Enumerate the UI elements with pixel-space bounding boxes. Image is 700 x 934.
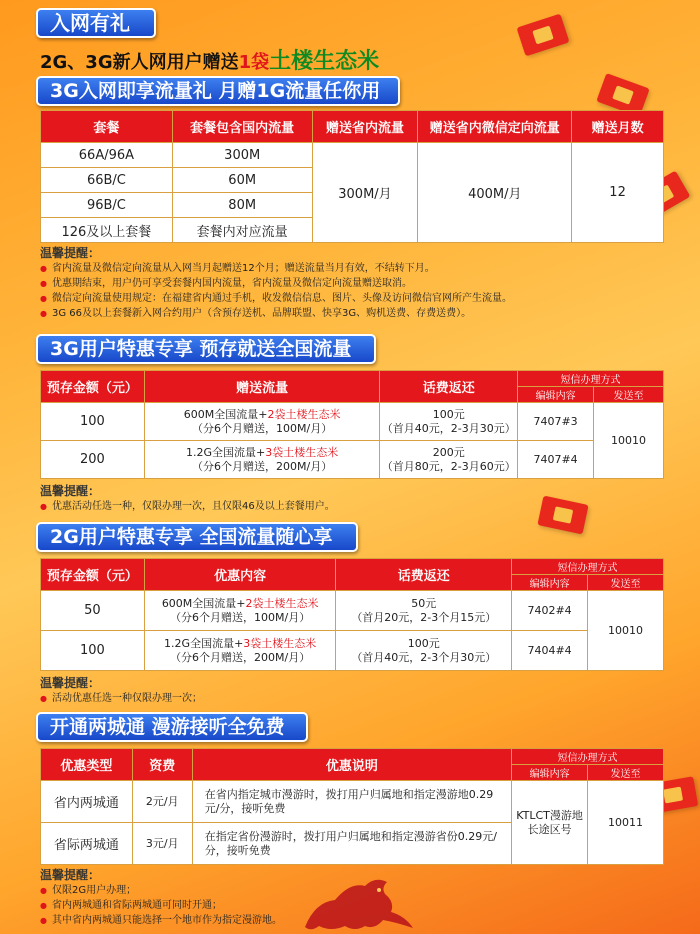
note-item: ● 仅限2G用户办理；: [40, 883, 440, 898]
refund-total: 200元: [432, 445, 465, 459]
cell-refund: [336, 631, 512, 671]
cell-send-to: 10010: [588, 591, 664, 671]
refund-schedule: （首月40元，2-3个月30元）: [351, 650, 497, 664]
note-item: ● 优惠期结束，用户仍可享受套餐内国内流量，省内流量及微信定向流量赠送取消。: [40, 276, 680, 291]
cell-plan: 66A/96A: [41, 143, 173, 168]
gift-schedule: （分6个月赠送，100M/月）: [192, 421, 333, 435]
promo-line: [40, 44, 379, 75]
cell-gift: [144, 403, 380, 441]
refund-total: 100元: [407, 636, 440, 650]
notes-3g-prepay: [40, 484, 680, 514]
col-desc: 优惠说明: [192, 749, 511, 781]
table-two-city: [40, 748, 664, 865]
col-included-flow: 套餐包含国内流量: [172, 111, 312, 143]
table-3g-prepay: [40, 370, 664, 479]
note-item: ● 活动优惠任选一种仅限办理一次；: [40, 691, 680, 706]
notes-title: 温馨提醒：: [40, 676, 101, 690]
promo-count: 1袋: [238, 52, 270, 73]
cell-flow: 60M: [172, 168, 312, 193]
notes-2g-prepay: [40, 676, 680, 706]
table-3g-plan: [40, 110, 664, 243]
section-header-3g-prepay: 3G用户特惠专享 预存就送全国流量: [36, 334, 376, 364]
col-fee: 资费: [132, 749, 192, 781]
col-sms-send-to: 发送至: [588, 765, 664, 781]
offer-rice: 3袋土楼生态米: [243, 636, 317, 650]
gift-schedule: （分6个月赠送，200M/月）: [192, 459, 333, 473]
table-row: [41, 631, 664, 671]
cell-sms-code: 7407#4: [518, 441, 594, 479]
note-item: ● 优惠活动任选一种，仅限办理一次，且仅限46及以上套餐用户。: [40, 499, 680, 514]
notes-3g-plan: [40, 246, 680, 321]
col-amount: 预存金额（元）: [41, 371, 145, 403]
cell-plan: 66B/C: [41, 168, 173, 193]
cell-amount: 100: [41, 631, 145, 671]
cell-sms-code: 7407#3: [518, 403, 594, 441]
note-item: ● 其中省内两城通只能选择一个地市作为指定漫游地。: [40, 913, 440, 928]
col-plan: 套餐: [41, 111, 173, 143]
refund-total: 100元: [432, 407, 465, 421]
notes-title: 温馨提醒：: [40, 484, 101, 498]
cell-fee: 3元/月: [132, 823, 192, 865]
cell-sms-code: 7402#4: [512, 591, 588, 631]
gift-flow: 1.2G全国流量+: [186, 445, 266, 459]
note-item: ● 省内两城通和省际两城通可同时开通；: [40, 898, 440, 913]
gift-rice: 3袋土楼生态米: [265, 445, 339, 459]
refund-total: 50元: [411, 596, 437, 610]
col-sms-send-to: 发送至: [594, 387, 664, 403]
section-header-3g-flow: 3G入网即享流量礼 月赠1G流量任你用: [36, 76, 400, 106]
col-sms-content: 编辑内容: [512, 765, 588, 781]
table-2g-prepay: [40, 558, 664, 671]
refund-schedule: （首月20元，2-3个月15元）: [351, 610, 497, 624]
section-header-two-city: 开通两城通 漫游接听全免费: [36, 712, 308, 742]
col-sms-send-to: 发送至: [588, 575, 664, 591]
cell-province-flow: 300M/月: [312, 143, 418, 243]
col-type: 优惠类型: [41, 749, 133, 781]
col-sms: 短信办理方式: [518, 371, 664, 387]
cell-send-to: 10010: [594, 403, 664, 479]
note-item: ● 微信定向流量使用规定：在福建省内通过手机，收发微信信息、图片、头像及访问微信官网所产生流量。: [40, 291, 680, 306]
table-header-row: [41, 749, 664, 765]
decor-envelope: [516, 14, 569, 57]
horse-papercut-icon: [295, 872, 425, 934]
col-sms-content: 编辑内容: [518, 387, 594, 403]
promo-product: 土楼生态米: [269, 49, 380, 74]
cell-offer: [144, 631, 336, 671]
cell-refund: [380, 403, 518, 441]
col-sms-content: 编辑内容: [512, 575, 588, 591]
table-row: [41, 143, 664, 168]
cell-refund: [336, 591, 512, 631]
cell-months: 12: [572, 143, 664, 243]
col-amount: 预存金额（元）: [41, 559, 145, 591]
col-sms: 短信办理方式: [512, 749, 664, 765]
cell-type: 省内两城通: [41, 781, 133, 823]
offer-schedule: （分6个月赠送，100M/月）: [170, 610, 311, 624]
col-refund: 话费返还: [380, 371, 518, 403]
table-header-row: [41, 111, 664, 143]
table-row: [41, 591, 664, 631]
refund-schedule: （首月40元，2-3月30元）: [381, 421, 516, 435]
cell-flow: 300M: [172, 143, 312, 168]
cell-send-to: 10011: [588, 781, 664, 865]
cell-amount: 200: [41, 441, 145, 479]
col-sms: 短信办理方式: [512, 559, 664, 575]
notes-title: 温馨提醒：: [40, 868, 101, 882]
cell-desc: 在省内指定城市漫游时，拨打用户归属地和指定漫游地0.29元/分，接听免费: [192, 781, 511, 823]
section-header-welcome: 入网有礼: [36, 8, 156, 38]
col-months: 赠送月数: [572, 111, 664, 143]
offer-flow: 600M全国流量+: [161, 596, 246, 610]
col-wechat-flow: 赠送省内微信定向流量: [418, 111, 572, 143]
cell-sms-code: 7404#4: [512, 631, 588, 671]
note-item: ● 3G 66及以上套餐新入网合约用户（含预存送机、品牌联盟、快享3G、购机送费、存费送费）。: [40, 306, 680, 321]
table-header-row: [41, 371, 664, 387]
cell-type: 省际两城通: [41, 823, 133, 865]
col-province-flow: 赠送省内流量: [312, 111, 418, 143]
section-header-2g-prepay: 2G用户特惠专享 全国流量随心享: [36, 522, 358, 552]
gift-rice: 2袋土楼生态米: [267, 407, 341, 421]
col-offer: 优惠内容: [144, 559, 336, 591]
cell-flow: 套餐内对应流量: [172, 218, 312, 243]
cell-refund: [380, 441, 518, 479]
cell-offer: [144, 591, 336, 631]
cell-fee: 2元/月: [132, 781, 192, 823]
col-gift-flow: 赠送流量: [144, 371, 380, 403]
offer-schedule: （分6个月赠送，200M/月）: [170, 650, 311, 664]
cell-amount: 100: [41, 403, 145, 441]
cell-wechat-flow: 400M/月: [418, 143, 572, 243]
table-row: [41, 781, 664, 823]
cell-amount: 50: [41, 591, 145, 631]
table-row: [41, 403, 664, 441]
promo-prefix: 2G、3G新人网用户赠送: [40, 52, 239, 73]
gift-flow: 600M全国流量+: [183, 407, 268, 421]
table-header-row: [41, 559, 664, 575]
cell-plan: 126及以上套餐: [41, 218, 173, 243]
refund-schedule: （首月80元，2-3月60元）: [381, 459, 516, 473]
cell-sms-code: KTLCT漫游地长途区号: [512, 781, 588, 865]
table-row: [41, 441, 664, 479]
offer-flow: 1.2G全国流量+: [164, 636, 244, 650]
note-item: ● 省内流量及微信定向流量从入网当月起赠送12个月；赠送流量当月有效，不结转下月。: [40, 261, 680, 276]
cell-plan: 96B/C: [41, 193, 173, 218]
cell-flow: 80M: [172, 193, 312, 218]
notes-title: 温馨提醒：: [40, 246, 101, 260]
col-refund: 话费返还: [336, 559, 512, 591]
cell-desc: 在指定省份漫游时，拨打用户归属地和指定漫游省份0.29元/分，接听免费: [192, 823, 511, 865]
cell-gift: [144, 441, 380, 479]
offer-rice: 2袋土楼生态米: [245, 596, 319, 610]
